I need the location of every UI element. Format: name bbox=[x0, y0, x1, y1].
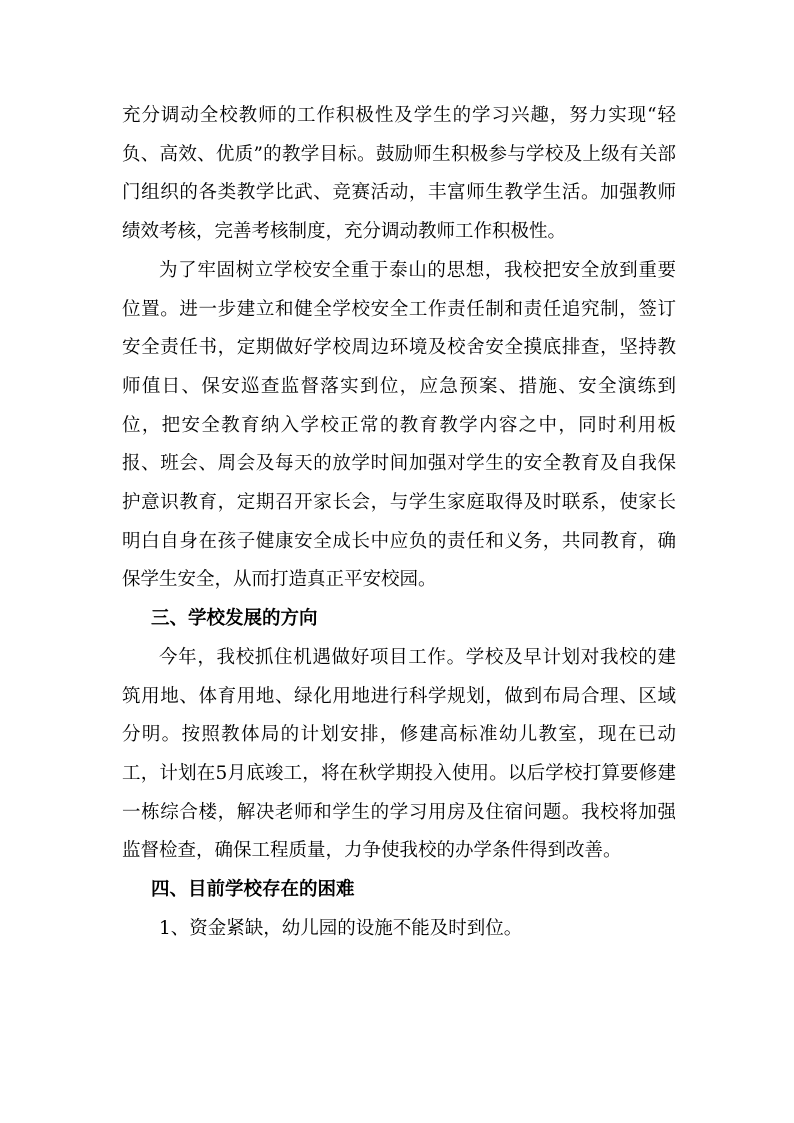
document-body bbox=[122, 97, 676, 948]
paragraph-funding-shortage: 1、资金紧缺，幼儿园的设施不能及时到位。 bbox=[159, 917, 523, 939]
section-heading-development-direction: 三、学校发展的方向 bbox=[151, 608, 318, 630]
section-heading-current-difficulties: 四、目前学校存在的困难 bbox=[151, 879, 355, 901]
paragraph-school-safety: 为了牢固树立学校安全重于泰山的思想，我校把安全放到重要位置。进一步建立和健全学校安全工作责任制和责任追究制，签订安全责任书，定期做好学校周边环境及校舍安全摸底排查，坚持教师值日、保安巡查监督落实到位，应急预案、措施、安全演练到位，把安全教育纳入学校正常的教育教学内容之中，同时利用板报、班会、周会及每天的放学时间加强对学生的安全教育及自我保护意识教育，定期召开家长会，与学生家庭取得及时联系，使家长明白自身在孩子健康安全成长中应负的责任和义务，共同教育，确保学生安全，从而打造真正平安校园。 bbox=[122, 259, 676, 591]
paragraph-construction-plan: 今年，我校抓住机遇做好项目工作。学校及早计划对我校的建筑用地、体育用地、绿化用地进行科学规划，做到布局合理、区域分明。按照教体局的计划安排，修建高标准幼儿教室，现在已动工，计划在5月底竣工，将在秋学期投入使用。以后学校打算要修建一栋综合楼，解决老师和学生的学习用房及住宿问题。我校将加强监督检查，确保工程质量，力争使我校的办学条件得到改善。 bbox=[122, 646, 676, 862]
paragraph-teaching-motivation: 充分调动全校教师的工作积极性及学生的学习兴趣，努力实现“轻负、高效、优质”的教学目标。鼓励师生积极参与学校及上级有关部门组织的各类教学比武、竞赛活动，丰富师生教学生活。加强教师绩效考核，完善考核制度，充分调动教师工作积极性。 bbox=[122, 105, 676, 243]
